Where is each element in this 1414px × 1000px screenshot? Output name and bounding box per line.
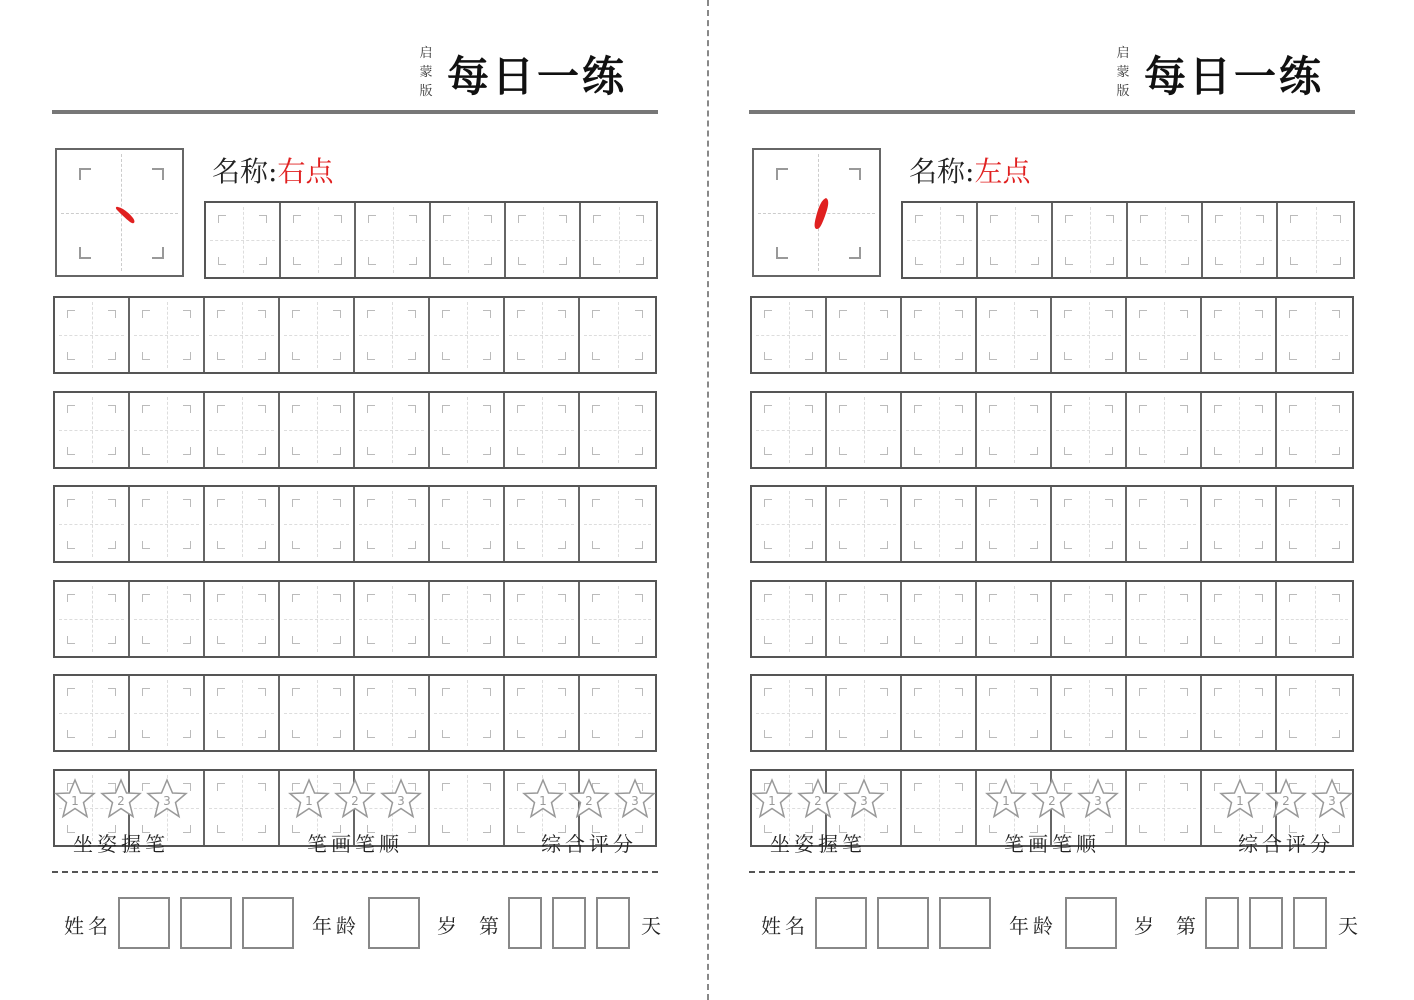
star-icon[interactable] [843,778,885,820]
practice-cell[interactable] [431,203,506,277]
practice-cell[interactable] [580,298,655,372]
practice-cell[interactable] [1127,393,1202,467]
practice-cell[interactable] [1127,676,1202,750]
rating-label: 坐姿握笔 [73,832,169,856]
stroke-name-row [212,150,333,190]
star-number: 3 [1094,794,1102,808]
star-number: 3 [860,794,868,808]
practice-cell[interactable] [280,487,355,561]
rating-label: 笔画笔顺 [307,832,403,856]
practice-cell[interactable] [130,298,205,372]
practice-cell[interactable] [977,676,1052,750]
practice-cell[interactable] [1202,298,1277,372]
star-number: 2 [1282,794,1290,808]
practice-cell[interactable] [130,582,205,656]
day-box[interactable] [596,897,630,949]
star-number: 2 [117,794,125,808]
practice-cell[interactable] [1128,203,1203,277]
practice-row [750,296,1354,374]
practice-row [53,580,657,658]
day-suffix: 天 [1338,914,1362,938]
star-icon[interactable] [334,778,376,820]
practice-cell[interactable] [1278,203,1353,277]
practice-cell[interactable] [506,203,581,277]
practice-cell[interactable] [827,393,902,467]
rating-label: 综合评分 [1238,832,1334,856]
practice-cell[interactable] [280,298,355,372]
star-number: 3 [1328,794,1336,808]
practice-cell[interactable] [205,582,280,656]
practice-cell[interactable] [1052,676,1127,750]
star-icon[interactable] [1077,778,1119,820]
day-prefix: 第 [479,914,503,938]
practice-cell[interactable] [1202,676,1277,750]
name-box[interactable] [242,897,294,949]
practice-row [53,296,657,374]
stroke-demo-box [55,148,184,277]
practice-cell[interactable] [580,393,655,467]
practice-cell[interactable] [1277,393,1352,467]
day-suffix: 天 [641,914,665,938]
practice-cell[interactable] [55,582,130,656]
star-number: 3 [631,794,639,808]
practice-cell[interactable] [752,487,827,561]
practice-cell[interactable] [205,487,280,561]
star-icon[interactable] [522,778,564,820]
rating-group [977,778,1127,857]
practice-cell[interactable] [1052,298,1127,372]
practice-cell[interactable] [205,393,280,467]
edition-label: 启 蒙 版 [419,46,433,99]
star-number: 1 [1236,794,1244,808]
day-box[interactable] [508,897,542,949]
rating-label: 坐姿握笔 [770,832,866,856]
practice-cell[interactable] [827,582,902,656]
practice-cell[interactable] [1203,203,1278,277]
rating-group [514,778,664,857]
header-rule [52,110,658,114]
practice-cell[interactable] [55,676,130,750]
practice-cell[interactable] [1202,393,1277,467]
practice-cell[interactable] [505,298,580,372]
star-number: 2 [1048,794,1056,808]
star-icon[interactable] [568,778,610,820]
star-number: 2 [351,794,359,808]
practice-cell[interactable] [205,676,280,750]
practice-cell[interactable] [580,582,655,656]
practice-cell[interactable] [1127,582,1202,656]
practice-cell[interactable] [752,676,827,750]
edition-label: 启 蒙 版 [1116,46,1130,99]
practice-cell[interactable] [505,582,580,656]
rating-group [280,778,430,857]
name-label: 名称: [212,155,278,188]
dashed-separator [749,871,1355,873]
practice-cell[interactable] [1052,487,1127,561]
page-divider [707,0,709,1000]
practice-cell[interactable] [903,203,978,277]
rating-label: 笔画笔顺 [1004,832,1100,856]
practice-cell[interactable] [355,393,430,467]
practice-cell[interactable] [977,393,1052,467]
rating-label: 综合评分 [541,832,637,856]
right-worksheet [749,0,1361,1000]
practice-cell[interactable] [1127,298,1202,372]
practice-cell[interactable] [752,582,827,656]
practice-cell[interactable] [206,203,281,277]
star-icon[interactable] [751,778,793,820]
practice-cell[interactable] [205,771,280,845]
practice-cell[interactable] [280,393,355,467]
day-box[interactable] [1249,897,1283,949]
practice-cell[interactable] [827,298,902,372]
name-box[interactable] [815,897,867,949]
star-icon[interactable] [146,778,188,820]
star-icon[interactable] [614,778,656,820]
practice-cell[interactable] [581,203,656,277]
practice-cell[interactable] [977,487,1052,561]
left-worksheet [52,0,664,1000]
practice-cell[interactable] [1277,676,1352,750]
age-label: 年龄 [312,914,360,938]
stroke-name-row [909,150,1030,190]
star-icon[interactable] [54,778,96,820]
practice-cell[interactable] [55,487,130,561]
star-number: 1 [305,794,313,808]
day-prefix: 第 [1176,914,1200,938]
star-icon[interactable] [100,778,142,820]
practice-cell[interactable] [1052,393,1127,467]
stroke-name: 左点 [974,155,1031,188]
day-box[interactable] [1205,897,1239,949]
star-icon[interactable] [1031,778,1073,820]
practice-cell[interactable] [827,487,902,561]
practice-cell[interactable] [1127,771,1202,845]
practice-cell[interactable] [130,393,205,467]
practice-cell[interactable] [280,676,355,750]
practice-cell[interactable] [130,676,205,750]
practice-cell[interactable] [752,298,827,372]
practice-cell[interactable] [902,393,977,467]
star-number: 1 [1002,794,1010,808]
student-name-label: 姓名 [761,914,809,938]
practice-cell[interactable] [977,298,1052,372]
practice-cell[interactable] [902,298,977,372]
worksheet-title: 每日一练 [1144,52,1325,101]
name-box[interactable] [180,897,232,949]
practice-cell[interactable] [355,298,430,372]
practice-row [750,391,1354,469]
right-dot-icon [57,150,186,279]
star-icon[interactable] [1265,778,1307,820]
practice-cell[interactable] [355,487,430,561]
practice-cell[interactable] [977,582,1052,656]
practice-cell[interactable] [1127,487,1202,561]
practice-cell[interactable] [1052,582,1127,656]
header-rule [749,110,1355,114]
practice-cell[interactable] [355,582,430,656]
practice-cell[interactable] [281,203,356,277]
practice-cell[interactable] [356,203,431,277]
practice-cell[interactable] [280,582,355,656]
practice-row [53,391,657,469]
practice-cell[interactable] [752,393,827,467]
star-icon[interactable] [380,778,422,820]
star-icon[interactable] [1311,778,1353,820]
practice-cell[interactable] [505,393,580,467]
practice-cell[interactable] [430,298,505,372]
name-box[interactable] [939,897,991,949]
practice-cell[interactable] [55,393,130,467]
rating-group [1211,778,1361,857]
star-number: 3 [397,794,405,808]
practice-cell[interactable] [430,771,505,845]
left-dot-icon [754,150,883,279]
practice-cell[interactable] [1277,487,1352,561]
day-box[interactable] [552,897,586,949]
star-number: 3 [163,794,171,808]
stroke-demo-box [752,148,881,277]
name-box[interactable] [118,897,170,949]
practice-row-top [204,201,658,279]
name-label: 名称: [909,155,975,188]
star-icon[interactable] [1219,778,1261,820]
years-unit: 岁 [437,914,461,938]
practice-cell[interactable] [1053,203,1128,277]
practice-cell[interactable] [902,582,977,656]
star-icon[interactable] [797,778,839,820]
practice-cell[interactable] [505,676,580,750]
practice-cell[interactable] [430,676,505,750]
practice-cell[interactable] [1202,582,1277,656]
practice-cell[interactable] [1202,487,1277,561]
worksheet-title: 每日一练 [447,52,628,101]
practice-row [750,485,1354,563]
practice-row [750,674,1354,752]
practice-cell[interactable] [205,298,280,372]
star-number: 2 [814,794,822,808]
star-number: 1 [539,794,547,808]
student-name-label: 姓名 [64,914,112,938]
practice-cell[interactable] [580,676,655,750]
practice-row [53,485,657,563]
practice-row-top [901,201,1355,279]
name-box[interactable] [877,897,929,949]
years-unit: 岁 [1134,914,1158,938]
rating-group [46,778,196,857]
practice-cell[interactable] [580,487,655,561]
practice-cell[interactable] [430,393,505,467]
stroke-name: 右点 [277,155,334,188]
star-icon[interactable] [288,778,330,820]
star-icon[interactable] [985,778,1027,820]
practice-cell[interactable] [1277,298,1352,372]
practice-cell[interactable] [130,487,205,561]
practice-row [750,580,1354,658]
practice-cell[interactable] [505,487,580,561]
practice-cell[interactable] [430,487,505,561]
practice-cell[interactable] [430,582,505,656]
rating-group [743,778,893,857]
practice-cell[interactable] [978,203,1053,277]
star-number: 1 [768,794,776,808]
age-box[interactable] [368,897,420,949]
age-box[interactable] [1065,897,1117,949]
practice-cell[interactable] [902,771,977,845]
practice-cell[interactable] [902,676,977,750]
day-box[interactable] [1293,897,1327,949]
practice-cell[interactable] [827,676,902,750]
star-number: 1 [71,794,79,808]
practice-cell[interactable] [55,298,130,372]
practice-cell[interactable] [1277,582,1352,656]
practice-row [53,674,657,752]
dashed-separator [52,871,658,873]
practice-cell[interactable] [355,676,430,750]
star-number: 2 [585,794,593,808]
age-label: 年龄 [1009,914,1057,938]
practice-cell[interactable] [902,487,977,561]
